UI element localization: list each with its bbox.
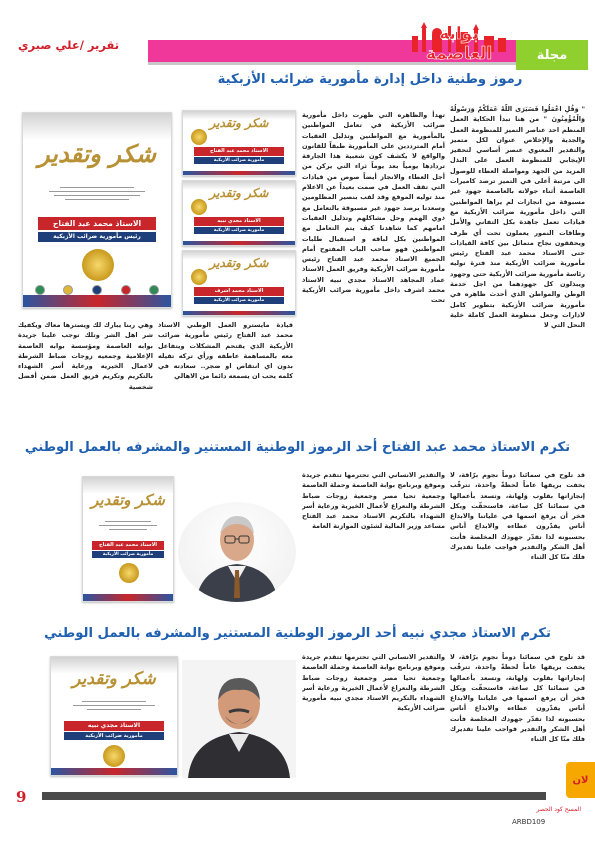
certificate-title: شكر وتقدير [38, 139, 156, 168]
article1-col2-text: تهدأ والظاهره التي ظهرت داخل مأمورية ضرائب الأزبكية في تعامل المواطنين بالمأمورية مع المواطنين وتذليل العقبات أمام المترددين على المأمورية طبقاً للقانون والواقع لا يكشف كون شعبية هذا الجارفة تردادها يومياً بعد يوماً ثراء التي يركن من أجل العطاء والانجاز أيضاً صوص من قيادات التي تقف العمل في صمت بعيداً عن الاعلام منذ توليه الموقع وقد لقب بنصير المظلومين وسعدنا برصد جهود غير مسبوقة بالتعامل مع ذوي الهمم وحل مشاكلهم وتذليل العقبات امامهم كما شاهدنا كيف يتم التعامل مع المواطنين بكل لباقه و استقبال طلبات المواطنين فهو صاحب الباب المفتوح أمام الجميع الاستاذ محمد عبد الفتاح رئيس مأمورية ضرائب الأزبكية وفريق العمل الاستاذ عماد المجاهد الاستاذ مجدي نبيه الاستاذ محمد اشرف داخل مأمورية ضرائب الأزبكية تحت [302, 111, 445, 305]
gold-seal-icon [103, 745, 125, 767]
article2-title: تكرم الاستاذ محمد عبد الفتاح أحد الرموز الوطنية المستنير والمشرفه بالعمل الوطني [24, 440, 571, 455]
certificate-name: الاستاذ مجدي نبيه [194, 217, 284, 226]
article2-column-1 [450, 470, 585, 610]
section-label-box [516, 40, 588, 70]
article1-col3-text: قيادة مايسترو العمل الوطني الاستاذ محمد عبد الفتاح رئيس مأمورية ضرائب الأزبكية الذي يقتحم المشكلات ويتفاعل معه بالمساهمة عاطفه ورأي تركه تقيله بدون اي انتقاص او ضجر.. سعادته في كلمه يحب ان يسمعه دائما من الاهالي [158, 321, 293, 381]
footer-code: ARBD109 [512, 818, 546, 826]
certificate-name: الاستاذ محمد عبد الفتاح [92, 541, 164, 550]
article2-column-2 [302, 470, 445, 610]
side-tab-label: لان [572, 774, 589, 786]
side-tab [566, 762, 595, 798]
certificate-role: مأمورية ضرائب الأزبكية [194, 157, 284, 164]
article3-title: تكرم الاستاذ مجدي نبيه أحد الرموز الوطنية المستنير والمشرفه بالعمل الوطني [44, 626, 551, 641]
certificate-title: شكر وتقدير [209, 186, 269, 200]
certificate-footer-wave [23, 295, 171, 307]
gold-seal-icon [119, 563, 139, 583]
certificate-header-band [23, 113, 171, 140]
footer-bar [42, 792, 546, 800]
footer-source-note: المسح كود الحصر [536, 806, 581, 813]
article1-col1-text: " وَقُلِ اعْمَلُوا فَسَيَرَى اللَّهُ عَمَلَكُمْ وَرَسُولُهُ وَالْمُؤْمِنُونَ " من هنا تبدأ الحكاية العمل المنظم احد عناصر التميز للمنظومة العمل والجدية والإخلاص عنوان لكل متميز والتقدير المعنوي عنصر أساسي لتحفيز الإيجابي للمنظومة العمل على البذل المزيد من الجهد ومواصلة العطاء للوصول الى مرتبة أعلى في التميز ترصد كاميرات العاصمة أثناء جولاته بالعاصمة جهود غير مسبوقة من انجازات لم يراها المواطنين التي داخل مأمورية ضرائب الأزبكية مع قيادات تعمل جاهدة بكل التفاني والأمل وطاقات النمور يعملون تحت أي ظرف ويحققون نجاح متماثل بين كافة القيادات حتى الاستاذ محمد عبد الفتاح رئيس مأمورية ضرائب الأزبكية منذ فترة توليه رئاسة مأمورية ضرائب الأزبكية حتى وجهود ويبذلون كل جهودهما من اجل خدمة الوطن والمواطن الذي أحدث ظاهره في مأمورية ضرائب الأزبكية بتطوير كامل لادارات وجعل منظومة العمل كاملة خلية النحل التي لا [450, 105, 585, 330]
article1-column-4 [18, 320, 153, 430]
certificate-role: رئيس مأمورية ضرائب الأزبكية [38, 232, 156, 242]
byline: تقرير /علي صبري [18, 38, 120, 52]
certificate-role: مأمورية ضرائب الأزبكية [194, 297, 284, 304]
magazine-logo [404, 22, 514, 66]
certificate-name: الاستاذ محمد عبد الفتاح [194, 147, 284, 156]
article1-title: رموز وطنية داخل إدارة مأمورية ضرائب الأزبكية [217, 72, 523, 87]
person-portrait-icon [182, 660, 296, 778]
certificate-text-lines [96, 521, 161, 533]
certificate-title: شكر وتقدير [209, 116, 269, 130]
certificate-small-3 [182, 250, 296, 316]
article1-column-2 [302, 110, 445, 436]
gold-seal-icon [191, 269, 207, 285]
certificate-article3 [50, 656, 178, 776]
certificate-small-2 [182, 180, 296, 246]
certificate-name: الاستاذ مجدي نبيه [64, 721, 165, 731]
article1-column-3 [158, 320, 293, 430]
article2-col2-text: والتقدير الانساني التي تحترمها تتقدم جريدة وموقع وبرنامج بوابة العاصمة وحملة العاصمة وجمعية تحيا مصر وجمعية زوجات ضباط الشرطة والنعراع لأعمال الخيرية ورعاية أسر الشهداء بالتكريم الاستاذ محمد عبد الفتاح مساعد وزير المالية لشئون الموازنة العامة [302, 471, 445, 531]
gold-seal-icon [82, 249, 114, 281]
certificate-title: شكر وتقدير [209, 256, 269, 270]
portrait-photo-mohamed [178, 502, 296, 602]
portrait-photo-magdy [182, 660, 296, 778]
person-portrait-icon [178, 502, 296, 602]
certificate-title: شكر وتقدير [72, 669, 156, 689]
article2-col1-text: قد تلوح في سمائنا دوماً نجوم برّاقة، لا يخفت بريقها عاماً لحظةً واحدة، تترقّب إنجازاتها بقلوب وَلهانة، وتسعد بأعمالها في سمائنا كل ساعة، فاستحقّت وبكل فخر أن يرفع اسمها في علياتنا والابداع أناس يقدّرون عطاءه والابداع أناس بحسبونه لذا تقدّر جهودك المخلصة فأنت أهل الشكر والتقدير فواجب علينا تقديرك فلك منّا كل الثناء [450, 471, 585, 562]
article1-col4-text: وهي ربنا يبارك لك ويسترها معاك ويكفيك شر اهل الشر وتلك توجب علينا جريدة بوابه العاصمة ومؤسسة بوابه العاصمة الإعلامية وجمعيه زوجات ضباط الشرطة لاعمال الخيريه ورعاية أسر الشهداء بالتكريم وتكريم فريق العمل ضمن أفضل شخصية [18, 321, 153, 391]
section-label: مجلة [536, 47, 568, 63]
gold-seal-icon [191, 199, 207, 215]
certificate-role: مأمورية ضرائب الأزبكية [64, 732, 165, 740]
certificate-text-lines [44, 187, 151, 203]
certificate-main [22, 112, 172, 308]
page-number: 9 [16, 788, 27, 806]
certificate-name: الاستاذ محمد عبد الفتاح [38, 217, 156, 230]
logo-text: بوابة العاصمة [425, 24, 493, 64]
article3-col2-text: والتقدير الانساني التي تحترمها تتقدم جريدة وموقع وبرنامج بوابة العاصمة وحملة العاصمة وجمعية تحيا مصر وجمعية زوجات ضباط الشرطة والنعراع لأعمال الخيرية ورعاية أسر الشهداء بالتكريم الاستاذ مجدي نبيه مأمورية ضرائب الأزبكية [302, 653, 445, 713]
certificate-title: شكر وتقدير [91, 491, 165, 509]
certificate-small-1 [182, 110, 296, 176]
article3-col1-text: قد تلوح في سمائنا دوماً نجوم برّاقة، لا يخفت بريقها عاماً لحظةً واحدة، تترقّب إنجازاتها بقلوب وَلهانة، وتسعد بأعمالها في سمائنا كل ساعة، فاستحقّت وبكل فخر أن يرفع اسمها في علياتنا والابداع أناس يقدّرون عطاءه والابداع أناس بحسبونه لذا تقدّر جهودك المخلصة فأنت أهل الشكر والتقدير فواجب علينا تقديرك فلك منّا كل الثناء [450, 653, 585, 744]
gold-seal-icon [191, 129, 207, 145]
certificate-name: الاستاذ محمد اشرف [194, 287, 284, 296]
certificate-role: مأمورية ضرائب الأزبكية [92, 551, 164, 558]
certificate-role: مأمورية ضرائب الأزبكية [194, 227, 284, 234]
certificate-text-lines [69, 701, 160, 713]
article1-column-1 [450, 104, 585, 438]
article3-column-1 [450, 652, 585, 792]
certificate-article2 [82, 476, 174, 602]
certificate-logos [35, 285, 159, 295]
article3-column-2 [302, 652, 445, 782]
